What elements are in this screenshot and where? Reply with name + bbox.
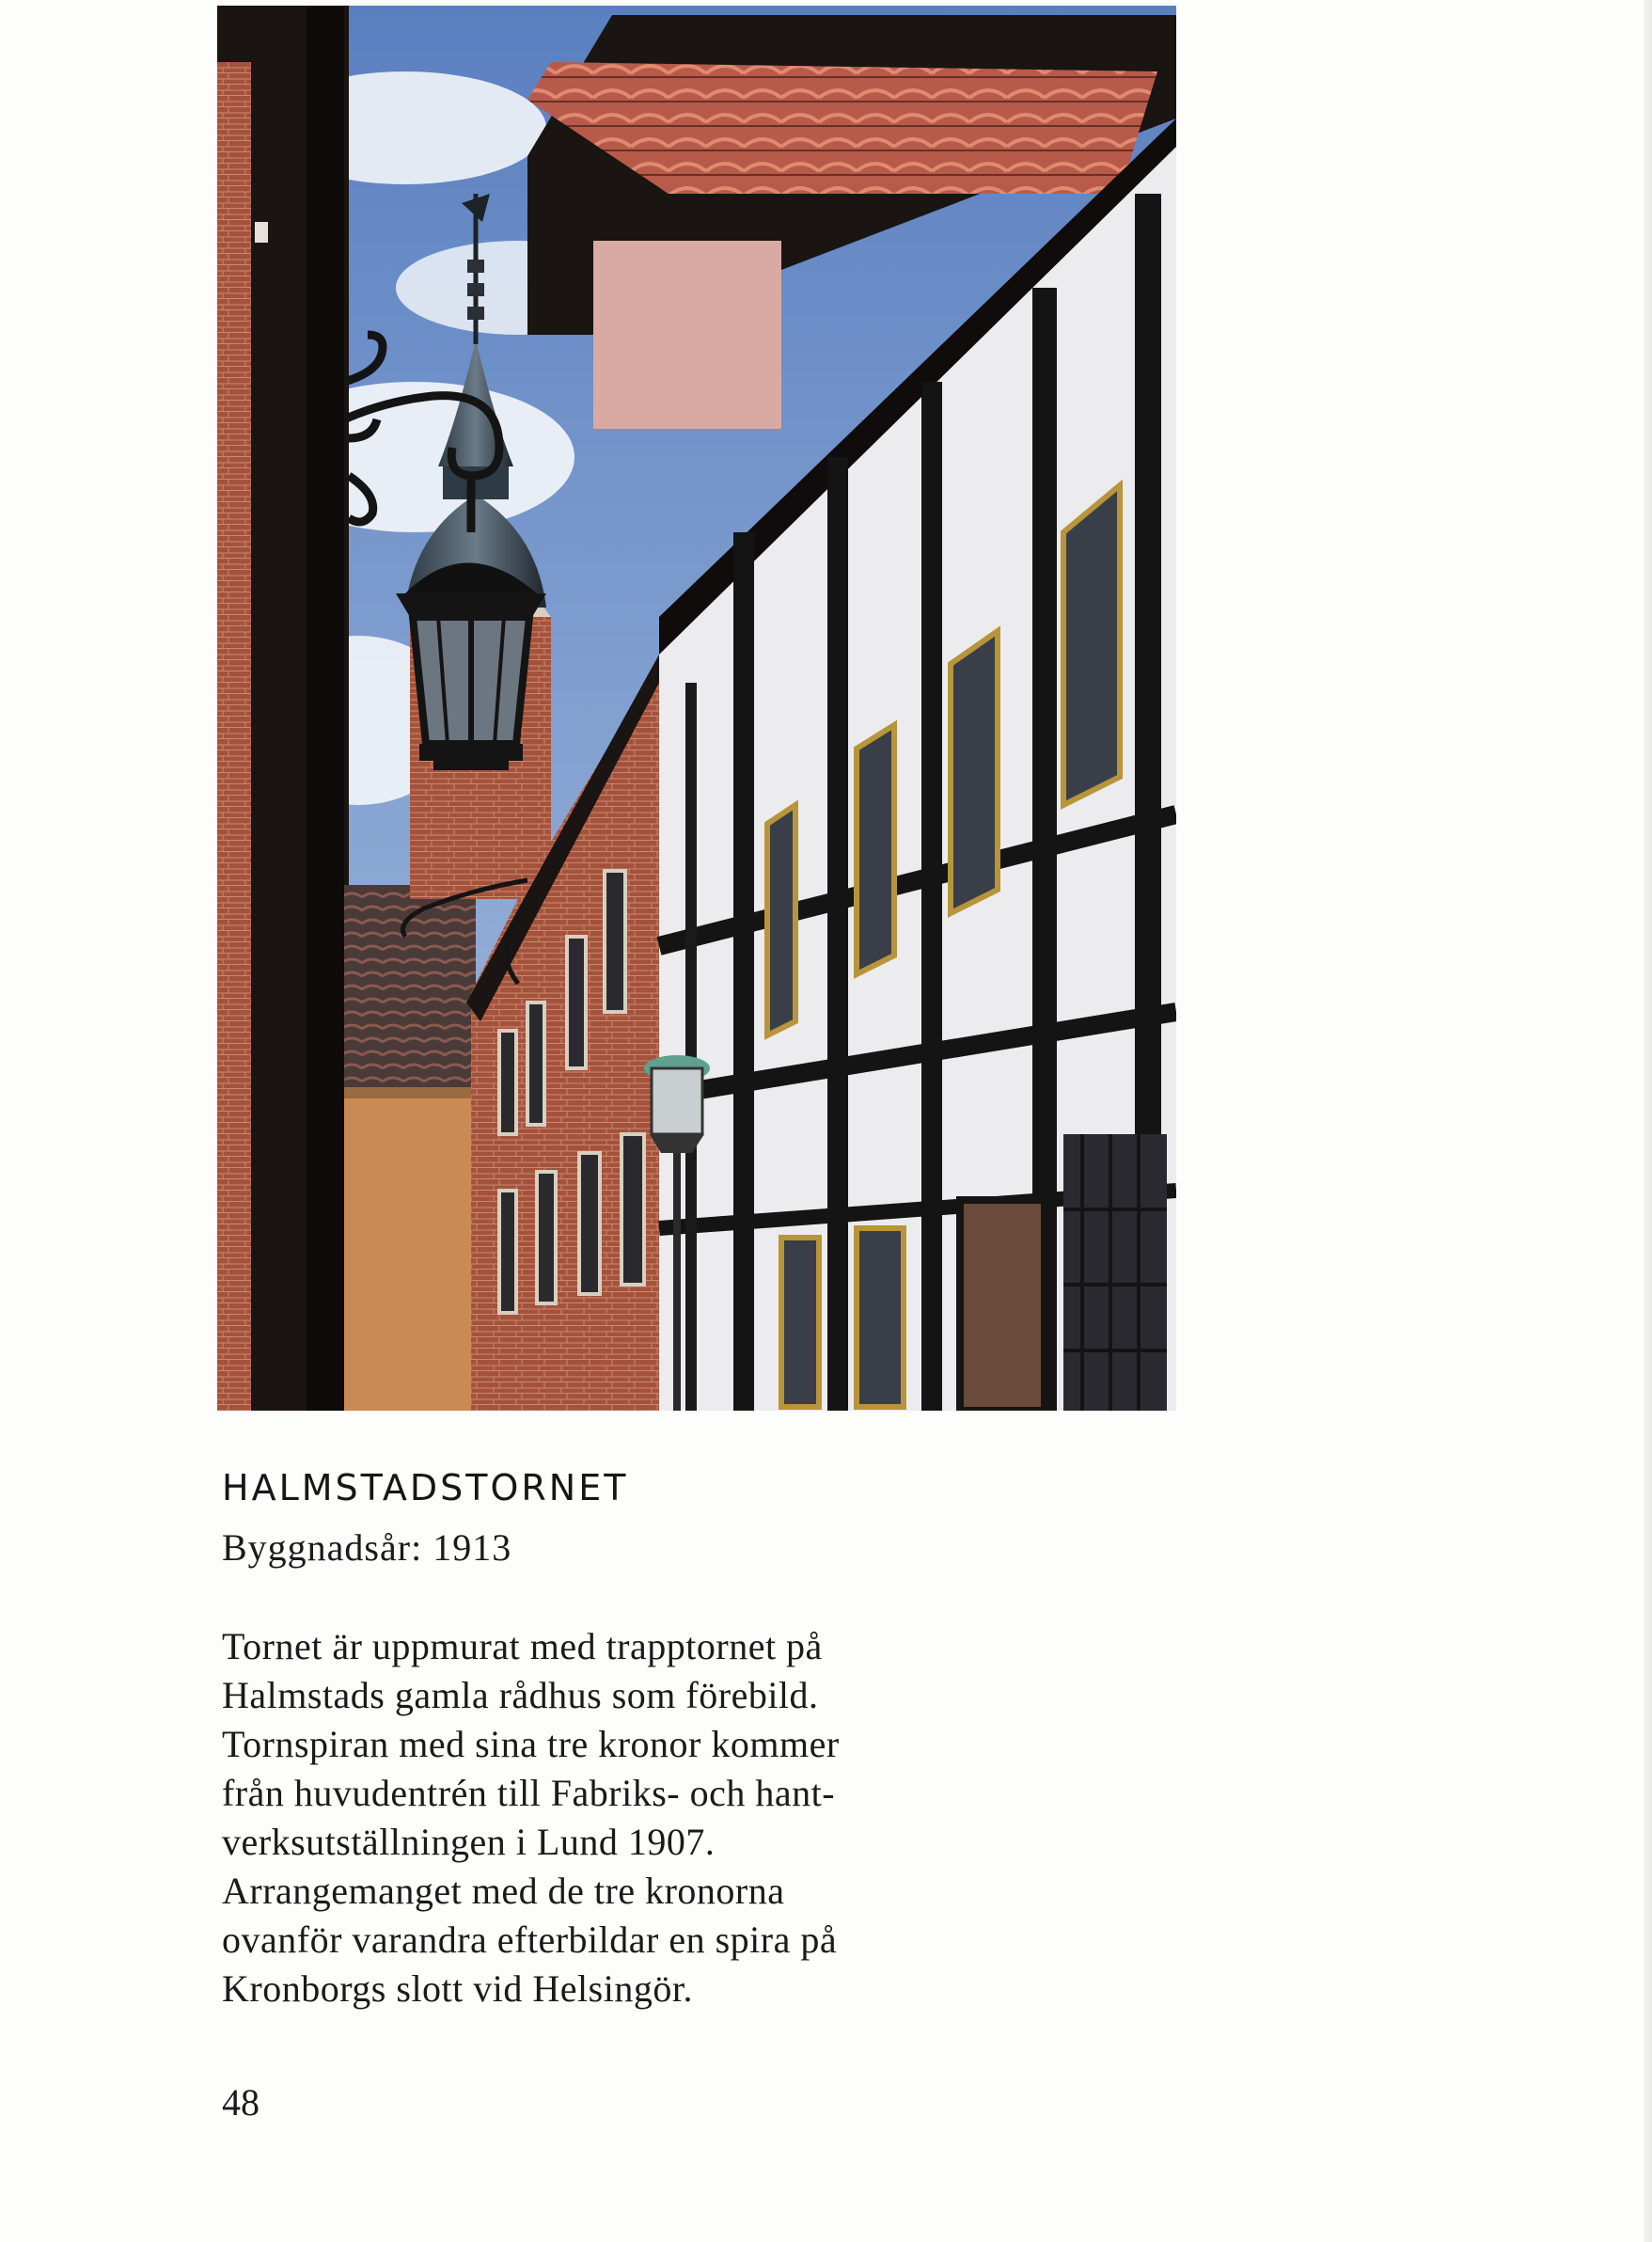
page-title: HALMSTADSTORNET <box>222 1467 629 1508</box>
distant-building <box>344 1087 476 1411</box>
body-line: Tornet är uppmurat med trapptornet på <box>222 1625 823 1667</box>
body-line: ovanför varandra efterbildar en spira på <box>222 1918 838 1961</box>
crown-icon <box>467 260 484 273</box>
page-edge-shadow <box>1644 0 1652 2242</box>
door <box>960 1200 1045 1411</box>
construction-year: Byggnadsår: 1913 <box>222 1526 512 1569</box>
body-paragraph <box>222 1622 936 2013</box>
crown-icon <box>467 283 484 296</box>
body-line: Halmstads gamla rådhus som förebild. <box>222 1674 819 1716</box>
body-line: Arrangemanget med de tre kronorna <box>222 1870 785 1912</box>
body-line: från huvudentrén till Fabriks- och hant- <box>222 1772 836 1814</box>
gable-wall <box>593 241 781 429</box>
ground-window <box>1063 1134 1167 1411</box>
crown-icon <box>467 307 484 320</box>
body-line: Kronborgs slott vid Helsingör. <box>222 1967 693 2010</box>
page-number: 48 <box>222 2081 260 2124</box>
street-photo <box>217 6 1176 1411</box>
body-line: verksutställningen i Lund 1907. <box>222 1821 716 1863</box>
body-line: Tornspiran med sina tre kronor kommer <box>222 1723 840 1765</box>
wall-box <box>255 222 268 243</box>
drainpipe <box>685 683 697 1411</box>
